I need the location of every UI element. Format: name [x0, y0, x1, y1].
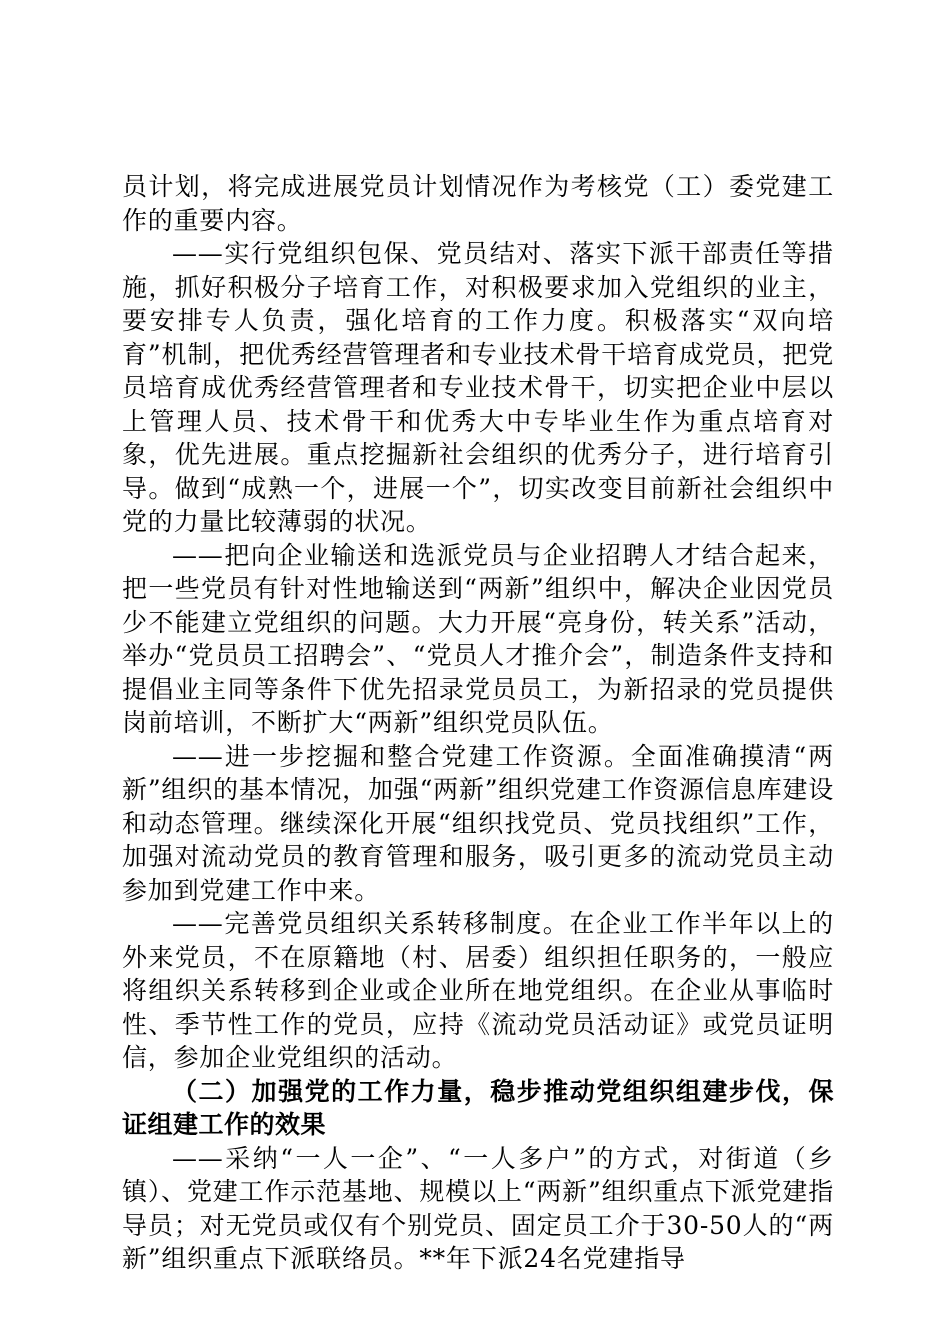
paragraph-4: ——进一步挖掘和整合党建工作资源。全面准确摸清“两新”组织的基本情况，加强“两新”组织党建工作资源信息库建设和动态管理。继续深化开展“组织找党员、党员找组织”工作，加强对流动党员的教育管理和服务，吸引更多的流动党员主动参加到党建工作中来。	[122, 741, 834, 905]
paragraph-1: 员计划，将完成进展党员计划情况作为考核党（工）委党建工作的重要内容。	[122, 172, 834, 235]
document-body	[122, 170, 834, 1276]
paragraph-6: ——采纳“一人一企”、“一人多户”的方式，对街道（乡镇）、党建工作示范基地、规模以上“两新”组织重点下派党建指导员；对无党员或仅有个别党员、固定员工介于30-50人的“两新”组织重点下派联络员。**年下派24名党建指导	[122, 1143, 834, 1273]
section-heading: （二）加强党的工作力量，稳步推动党组织组建步伐，保证组建工作的效果	[122, 1076, 834, 1139]
paragraph-3: ——把向企业输送和选派党员与企业招聘人才结合起来，把一些党员有针对性地输送到“两新”组织中，解决企业因党员少不能建立党组织的问题。大力开展“亮身份，转关系”活动，举办“党员员工招聘会”、“党员人才推介会”，制造条件支持和提倡业主同等条件下优先招录党员员工，为新招录的党员提供岗前培训，不断扩大“两新”组织党员队伍。	[122, 540, 834, 737]
paragraph-2: ——实行党组织包保、党员结对、落实下派干部责任等措施，抓好积极分子培育工作，对积极要求加入党组织的业主，要安排专人负责，强化培育的工作力度。积极落实“双向培育”机制，把优秀经营管理者和专业技术骨干培育成党员，把党员培育成优秀经营管理者和专业技术骨干，切实把企业中层以上管理人员、技术骨干和优秀大中专毕业生作为重点培育对象，优先进展。重点挖掘新社会组织的优秀分子，进行培育引导。做到“成熟一个，进展一个”，切实改变目前新社会组织中党的力量比较薄弱的状况。	[122, 239, 834, 536]
paragraph-5: ——完善党员组织关系转移制度。在企业工作半年以上的外来党员，不在原籍地（村、居委）组织担任职务的，一般应将组织关系转移到企业或企业所在地党组织。在企业从事临时性、季节性工作的党员，应持《流动党员活动证》或党员证明信，参加企业党组织的活动。	[122, 909, 834, 1072]
